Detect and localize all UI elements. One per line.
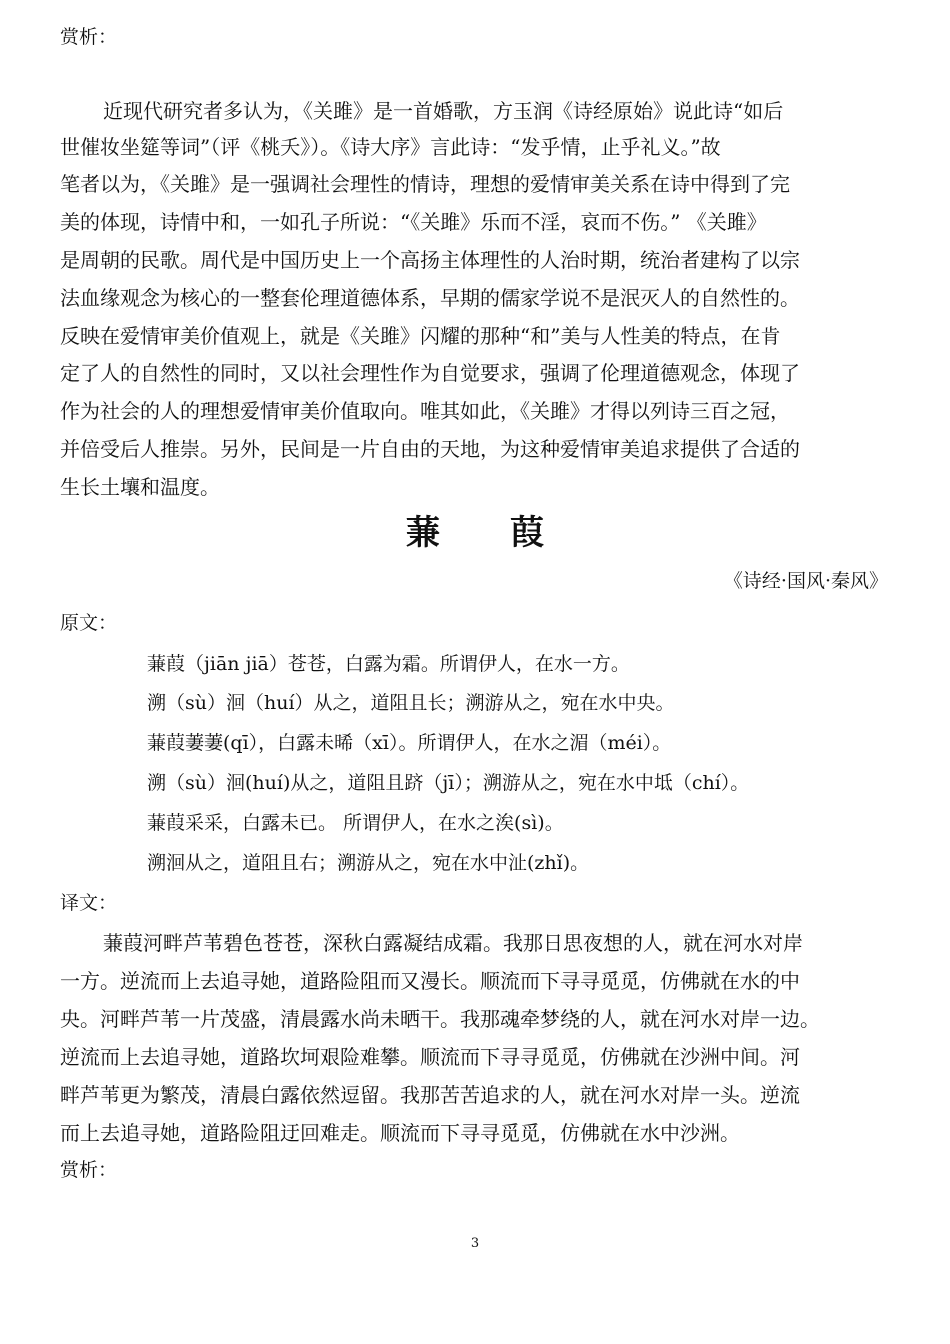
appreciation-line: 作为社会的人的理想爱情审美价值取向。唯其如此，《关雎》才得以列诗三百之冠， [60,399,790,423]
appreciation-line: 并倍受后人推崇。另外，民间是一片自由的天地，为这种爱情审美追求提供了合适的 [60,437,800,461]
poem-line: 溯（sù）洄（huí）从之，道阻且长；溯游从之，宛在水中央。 [147,692,675,714]
appreciation-line: 近现代研究者多认为，《关雎》是一首婚歌，方玉润《诗经原始》说此诗“如后 [103,99,784,123]
appreciation-label: 赏析： [60,26,118,48]
appreciation-line: 法血缘观念为核心的一整套伦理道德体系，早期的儒家学说不是泯灭人的自然性的。 [60,286,800,310]
appreciation-line: 反映在爱情审美价值观上，就是《关雎》闪耀的那种“和”美与人性美的特点，在肯 [60,324,781,348]
translation-line: 一方。逆流而上去追寻她，道路险阻而又漫长。顺流而下寻寻觅觅，仿佛就在水的中 [60,969,800,993]
original-label: 原文： [60,612,118,634]
poem-line: 蒹葭（jiān jiā）苍苍，白露为霜。所谓伊人，在水一方。 [147,653,630,675]
appreciation-line: 是周朝的民歌。周代是中国历史上一个高扬主体理性的人治时期，统治者建构了以宗 [60,248,800,272]
poem-line: 溯（sù）洄(huí)从之，道阻且跻（jī）；溯游从之，宛在水中坻（chí）。 [147,772,750,794]
translation-line: 而上去追寻她，道路险阻迂回难走。顺流而下寻寻觅觅，仿佛就在水中沙洲。 [60,1121,740,1145]
poem-line: 蒹葭采采，白露未已。 所谓伊人，在水之涘(sì)。 [147,812,564,834]
translation-line: 央。河畔芦苇一片茂盛，清晨露水尚未晒干。我那魂牵梦绕的人，就在河水对岸一边。 [60,1007,820,1031]
appreciation-label-2: 赏析： [60,1159,118,1181]
translation-line: 蒹葭河畔芦苇碧色苍苍，深秋白露凝结成霜。我那日思夜想的人，就在河水对岸 [103,931,803,955]
appreciation-line: 美的体现，诗情中和，一如孔子所说：“《关雎》乐而不淫，哀而不伤。” 《关雎》 [60,210,767,234]
poem-line: 溯洄从之，道阻且右；溯游从之，宛在水中沚(zhǐ)。 [147,852,590,874]
page-number: 3 [470,1236,480,1251]
poem-line: 蒹葭萋萋(qī），白露未晞（xī）。所谓伊人，在水之湄（méi）。 [147,732,672,754]
translation-line: 畔芦苇更为繁茂，清晨白露依然逗留。我那苦苦追求的人，就在河水对岸一头。逆流 [60,1083,800,1107]
appreciation-line: 定了人的自然性的同时，又以社会理性作为自觉要求，强调了伦理道德观念，体现了 [60,361,800,385]
appreciation-line: 生长土壤和温度。 [60,475,220,499]
poem-source: 《诗经·国风·秦风》 [723,570,888,592]
translation-line: 逆流而上去追寻她，道路坎坷艰险难攀。顺流而下寻寻觅觅，仿佛就在沙洲中间。河 [60,1045,800,1069]
appreciation-line: 笔者以为，《关雎》是一强调社会理性的情诗，理想的爱情审美关系在诗中得到了完 [60,172,790,196]
poem-title: 蒹葭 [406,513,614,553]
translation-label: 译文： [60,892,118,914]
appreciation-line: 世催妆坐筵等词”（评《桃夭》）。《诗大序》言此诗：“发乎情，止乎礼义。”故 [60,135,721,159]
